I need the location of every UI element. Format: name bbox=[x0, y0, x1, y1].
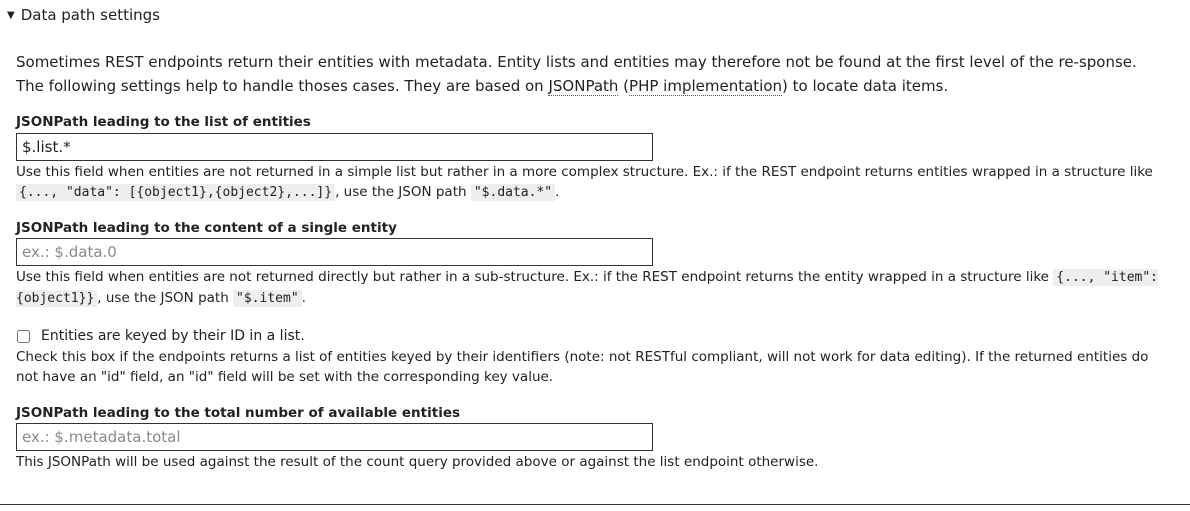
keyed-checkbox-row bbox=[16, 328, 305, 344]
code-path: "$.data.*" bbox=[471, 184, 555, 201]
keyed-description: Check this box if the endpoints returns a list of entities keyed by their identifiers (note: not RESTful compliant, will not work for data editing). If the returned entities do not have an "id" field, an "id" field will be set with the corresponding key value. bbox=[16, 349, 1149, 385]
keyed-checkbox[interactable] bbox=[17, 330, 30, 343]
help-text: , use the JSON path bbox=[335, 184, 471, 200]
help-text: . bbox=[301, 290, 306, 306]
keyed-checkbox-label[interactable]: Entities are keyed by their ID in a list. bbox=[41, 328, 305, 344]
total-path-input[interactable] bbox=[16, 423, 653, 451]
total-path-description: This JSONPath will be used against the result of the count query provided above or against the list endpoint otherwise. bbox=[16, 454, 819, 470]
triangle-down-icon: ▼ bbox=[7, 9, 15, 21]
code-example: {..., "data": [{object1},{object2},...]} bbox=[16, 184, 335, 201]
help-text: Use this field when entities are not returned in a simple list but rather in a more complex structure. Ex.: if the REST endpoint returns entities wrapped in a structure like bbox=[16, 164, 1153, 180]
list-path-description bbox=[16, 162, 1166, 203]
section-divider bbox=[0, 504, 1190, 505]
php-implementation-link[interactable]: PHP implementation bbox=[629, 77, 783, 95]
intro-text-part: Sometimes REST endpoints return their entities with metadata. Entity lists and entities may therefore not be found at the first level of the re-sponse. The following settings help to handle thoses cases. They are based on bbox=[16, 53, 1137, 95]
section-title: Data path settings bbox=[20, 6, 160, 24]
single-path-description bbox=[16, 267, 1166, 309]
details-summary-toggle[interactable] bbox=[7, 6, 160, 24]
single-path-input[interactable] bbox=[16, 238, 653, 266]
list-path-label: JSONPath leading to the list of entities bbox=[16, 114, 311, 130]
intro-text-part: ) to locate data items. bbox=[782, 77, 949, 95]
list-path-input[interactable] bbox=[16, 133, 653, 161]
intro-text-part: ( bbox=[618, 77, 630, 95]
code-path: "$.item" bbox=[233, 290, 302, 307]
help-text: . bbox=[555, 184, 560, 200]
jsonpath-abbr: JSONPath bbox=[548, 77, 619, 95]
code-example: {..., "item": {object1}} bbox=[16, 270, 1159, 306]
help-text: Use this field when entities are not returned directly but rather in a sub-structure. Ex.: if the REST endpoint returns the entity wrapped in a structure like bbox=[16, 269, 1054, 285]
section-intro-text bbox=[16, 50, 1166, 98]
total-path-label: JSONPath leading to the total number of available entities bbox=[16, 405, 461, 421]
help-text: , use the JSON path bbox=[97, 290, 234, 306]
single-path-label: JSONPath leading to the content of a single entity bbox=[16, 220, 397, 236]
